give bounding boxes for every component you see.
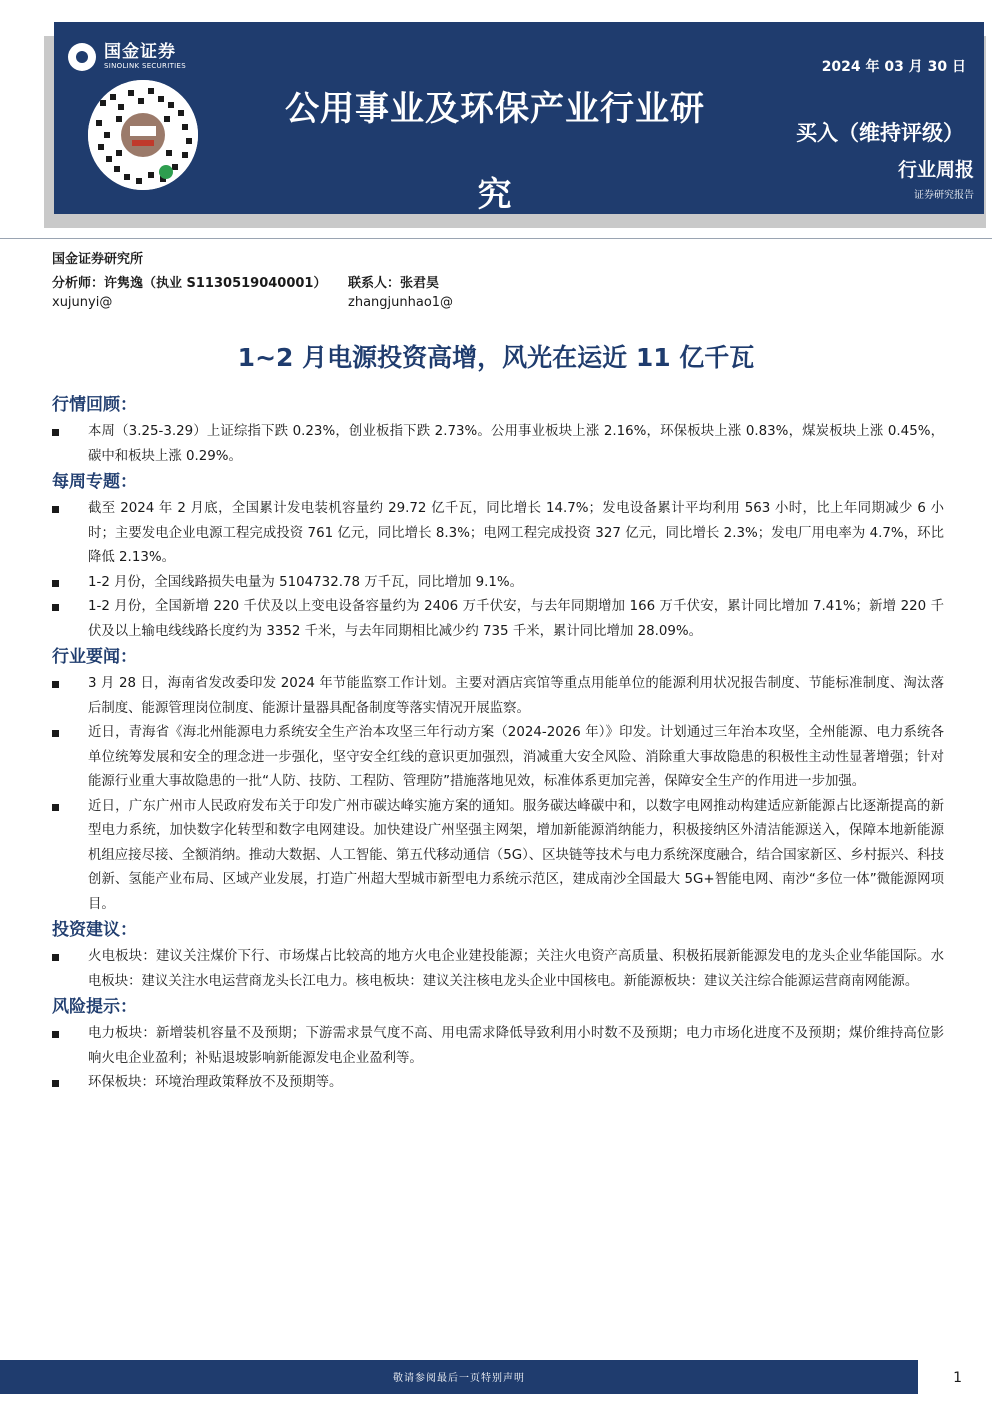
bullet-text: 截至 2024 年 2 月底，全国累计发电装机容量约 29.72 亿千瓦，同比增长 14.7%；发电设备累计平均利用 563 小时，比上年同期减少 6 小时；主要发电企业电源工程完成投资 761 亿元，同比增长 8.3%；电网工程完成投资 327 亿元，同比增长 2.3%；发电厂用电率为 4.7%，环比降低 2.13%。 xyxy=(88,501,944,565)
bullet-square-icon xyxy=(52,730,59,737)
logo-icon xyxy=(68,43,96,71)
logo-en: SINOLINK SECURITIES xyxy=(104,62,186,70)
bullet-square-icon xyxy=(52,1031,59,1038)
analyst-name: 分析师：许隽逸（执业 S1130519040001） xyxy=(52,276,327,291)
report-title-line1: 公用事业及环保产业行业研 xyxy=(285,89,705,129)
section-title-risk-warning: 风险提示： xyxy=(52,997,137,1017)
list-item xyxy=(52,1071,944,1096)
bullet-text: 近日，广东广州市人民政府发布关于印发广州市碳达峰实施方案的通知。服务碳达峰碳中和，以数字电网推动构建适应新能源占比逐渐提高的新型电力系统，加快数字化转型和数字电网建设。加快建设广州坚强主网架，增加新能源消纳能力，积极接纳区外清洁能源送入，保障本地新能源机组应接尽接、全额消纳。推动大数据、人工智能、第五代移动通信（5G）、区块链等技术与电力系统深度融合，结合国家新区、乡村振兴、科技创新、氢能产业布局、区域产业发展，打造广州超大型城市新型电力系统示范区，建成南沙全国最大 5G+智能电网、南沙“多位一体”微能源网项目。 xyxy=(88,798,944,912)
footer-disclaimer-link[interactable]: 敬请参阅最后一页特别声明 xyxy=(393,1373,525,1384)
header-divider xyxy=(0,238,992,239)
bullet-square-icon xyxy=(52,580,59,587)
report-type: 行业周报 xyxy=(897,159,974,181)
list-item xyxy=(52,420,944,469)
bullet-text: 近日，青海省《海北州能源电力系统安全生产治本攻坚三年行动方案（2024-2026 年）》印发。计划通过三年治本攻坚，全州能源、电力系统各单位统筹发展和安全的理念进一步强化，坚守安全红线的意识更加强烈，消减重大安全风险、消除重大事故隐患的积极性主动性显著增强；针对能源行业重大事故隐患的一批“人防、技防、工程防、管理防”措施落地见效，标准体系更加完善，保障安全生产的作用进一步加强。 xyxy=(88,725,944,789)
list-item xyxy=(52,497,944,571)
brand-logo xyxy=(68,42,186,71)
list-item xyxy=(52,1022,944,1071)
list-item xyxy=(52,721,944,795)
section-title-industry-news: 行业要闻： xyxy=(52,647,137,667)
bullet-text: 3 月 28 日，海南省发改委印发 2024 年节能监察工作计划。主要对酒店宾馆等重点用能单位的能源利用状况报告制度、节能标准制度、淘汰落后制度、能源管理岗位制度、能源计量器具配备制度等落实情况开展监察。 xyxy=(88,676,944,716)
rating-badge: 买入（维持评级） xyxy=(796,121,964,145)
analyst-email[interactable]: xujunyi@ xyxy=(52,295,113,310)
bullet-text: 火电板块：建议关注煤价下行、市场煤占比较高的地方火电企业建投能源；关注火电资产高质量、积极拓展新能源发电的龙头企业华能国际。水电板块：建议关注水电运营商龙头长江电力。核电板块：建议关注核电龙头企业中国核电。新能源板块：建议关注综合能源运营商南网能源。 xyxy=(88,949,944,989)
qr-code-graphic xyxy=(88,80,198,190)
logo-text xyxy=(104,42,186,71)
list-item xyxy=(52,595,944,644)
bullet-square-icon xyxy=(52,506,59,513)
contact-email[interactable]: zhangjunhao1@ xyxy=(348,295,454,310)
bullet-text: 电力板块：新增装机容量不及预期；下游需求景气度不高、用电需求降低导致利用小时数不及预期；电力市场化进度不及预期；煤价维持高位影响火电企业盈利；补贴退坡影响新能源发电企业盈利等。 xyxy=(88,1026,944,1066)
report-body xyxy=(52,392,944,1096)
bullet-text: 1-2 月份，全国线路损失电量为 5104732.78 万千瓦，同比增加 9.1%。 xyxy=(88,574,524,590)
report-date: 2024 年 03 月 30 日 xyxy=(821,59,966,75)
section-title-weekly-topic: 每周专题： xyxy=(52,472,137,492)
list-item xyxy=(52,672,944,721)
section-title-market-review: 行情回顾： xyxy=(52,395,137,415)
institute-name: 国金证券研究所 xyxy=(52,252,144,267)
report-title-line2: 究 xyxy=(477,175,513,215)
bullet-square-icon xyxy=(52,429,59,436)
bullet-text: 1-2 月份，全国新增 220 千伏及以上变电设备容量约为 2406 万千伏安，与去年同期增加 166 万千伏安，累计同比增加 7.41%；新增 220 千伏及以上输电线线路长度约为 3352 千米，与去年同期相比减少约 735 千米，累计同比增加 28.09%。 xyxy=(88,599,944,639)
contact-name: 联系人：张君昊 xyxy=(348,276,440,291)
qr-code-icon[interactable] xyxy=(88,80,198,190)
bullet-text: 本周（3.25-3.29）上证综指下跌 0.23%，创业板指下跌 2.73%。公用事业板块上涨 2.16%，环保板块上涨 0.83%，煤炭板块上涨 0.45%，碳中和板块上涨 0.29%。 xyxy=(88,424,944,464)
report-headline: 1~2 月电源投资高增，风光在运近 11 亿千瓦 xyxy=(237,343,755,372)
list-item xyxy=(52,945,944,994)
report-subtitle: 证券研究报告 xyxy=(914,190,974,201)
bullet-square-icon xyxy=(52,804,59,811)
logo-cn: 国金证券 xyxy=(104,42,176,62)
bullet-text: 环保板块：环境治理政策释放不及预期等。 xyxy=(88,1075,343,1090)
bullet-square-icon xyxy=(52,954,59,961)
bullet-square-icon xyxy=(52,1080,59,1087)
report-title xyxy=(270,66,720,238)
bullet-square-icon xyxy=(52,604,59,611)
bullet-square-icon xyxy=(52,681,59,688)
list-item xyxy=(52,795,944,918)
section-title-investment-advice: 投资建议： xyxy=(52,920,137,940)
list-item xyxy=(52,571,944,596)
page-number: 1 xyxy=(953,1370,962,1386)
